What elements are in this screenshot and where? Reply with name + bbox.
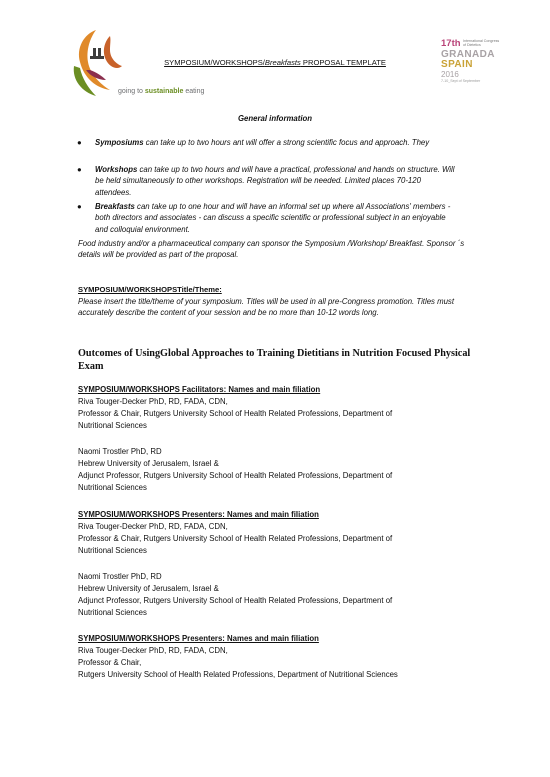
presenter-line: Nutritional Sciences <box>78 546 147 555</box>
facilitator-line: Nutritional Sciences <box>78 483 147 492</box>
bullet-dot: ● <box>77 138 82 147</box>
facilitator-line: Riva Touger-Decker PhD, RD, FADA, CDN, <box>78 397 228 406</box>
facilitator-line: Adjunct Professor, Rutgers University School of Health Related Professions, Department of <box>78 471 393 480</box>
presenters-heading: SYMPOSIUM/WORKSHOPS Presenters: Names and main filiation <box>78 510 319 519</box>
presenter-line: Rutgers University School of Health Related Professions, Department of Nutritional Sciences <box>78 670 398 679</box>
title-instructions: Please insert the title/theme of your symposium. Titles will be used in all pre-Congress promotion. Titles must accurately describe the content of your session and be no more than 10-12 words long. <box>78 297 454 318</box>
bullet-workshops: ● Workshops can take up to two hours and will have a practical, professional and hands on structure. Will be held simultaneously to other workshops. Registration will be needed. Limited places 70-120 attendees. <box>77 165 455 197</box>
congress-number: 17th <box>441 38 461 49</box>
congress-subtitle: International Congress of Dietetics <box>463 39 500 47</box>
congress-dates: 7-10_Sept of September <box>441 79 481 83</box>
logo-tagline: going to sustainable eating <box>118 88 205 95</box>
presenter-line: Professor & Chair, Rutgers University School of Health Related Professions, Department of <box>78 534 393 543</box>
facilitators-heading: SYMPOSIUM/WORKSHOPS Facilitators: Names and main filiation <box>78 385 321 394</box>
congress-year: 2016 <box>441 70 459 79</box>
presenter-line: Hebrew University of Jerusalem, Israel & <box>78 584 219 593</box>
bullet-dot: ● <box>77 165 82 174</box>
session-title: Outcomes of UsingGlobal Approaches to Training Dietitians in Nutrition Focused Physical Exam <box>78 348 471 372</box>
facilitator-line: Hebrew University of Jerusalem, Israel & <box>78 459 219 468</box>
granada-congress-logo <box>441 38 521 98</box>
sponsor-note: Food industry and/or a pharmaceutical company can sponsor the Symposium /Workshop/ Breakfast. Sponsor ´s details will be provided as part of the proposal. <box>78 239 465 260</box>
presenter-line: Nutritional Sciences <box>78 608 147 617</box>
bullet-breakfasts: ● Breakfasts can take up to one hour and will have an informal set up where all Associations' members - both directors and associates - can discuss a specific scientific or professional subject in an enjoyable and colloquial environment. <box>77 202 451 234</box>
bullet-symposiums: ● Symposiums can take up to two hours ant will offer a strong scientific focus and approach. They <box>77 138 430 147</box>
general-info-heading: General information <box>237 114 313 123</box>
presenter-line: Riva Touger-Decker PhD, RD, FADA, CDN, <box>78 646 228 655</box>
bullet-dot: ● <box>77 202 82 211</box>
presenters-heading: SYMPOSIUM/WORKSHOPS Presenters: Names and main filiation <box>78 634 319 643</box>
facilitator-line: Naomi Trostler PhD, RD <box>78 447 162 456</box>
congress-country: SPAIN <box>441 59 473 70</box>
page-title: SYMPOSIUM/WORKSHOPS/Breakfasts PROPOSAL TEMPLATE <box>164 58 386 67</box>
facilitator-line: Nutritional Sciences <box>78 421 147 430</box>
presenter-line: Professor & Chair, <box>78 658 142 667</box>
facilitator-line: Professor & Chair, Rutgers University School of Health Related Professions, Department of <box>78 409 393 418</box>
presenter-line: Adjunct Professor, Rutgers University School of Health Related Professions, Department of <box>78 596 393 605</box>
title-theme-heading: SYMPOSIUM/WORKSHOPSTitle/Theme: <box>78 285 222 294</box>
presenter-line: Riva Touger-Decker PhD, RD, FADA, CDN, <box>78 522 228 531</box>
congress-city: GRANADA <box>441 49 495 60</box>
presenter-line: Naomi Trostler PhD, RD <box>78 572 162 581</box>
